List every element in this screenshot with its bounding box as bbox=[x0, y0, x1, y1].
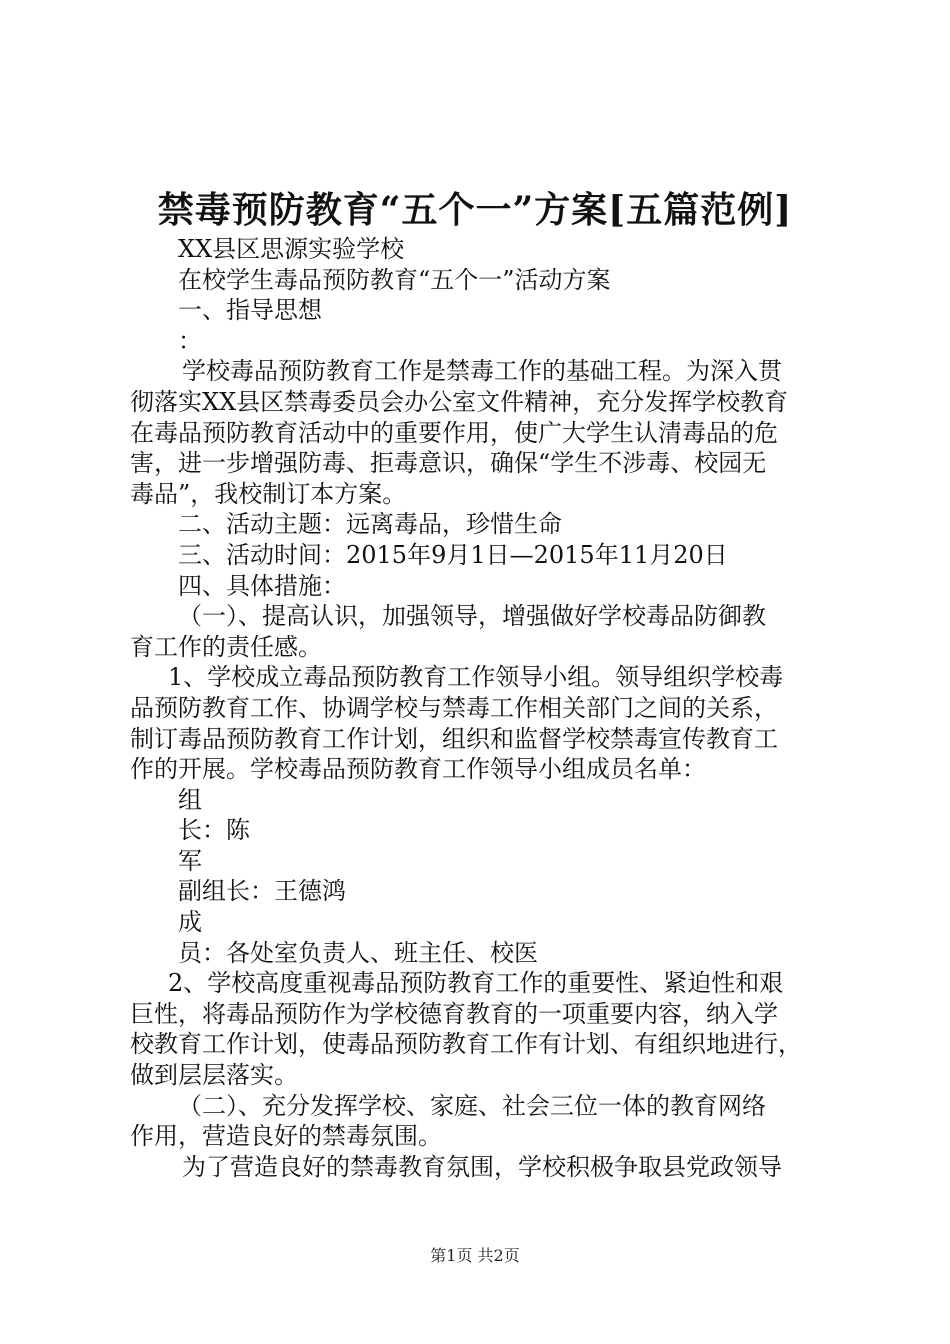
paragraph-line: 在校学生毒品预防教育“五个一”活动方案 bbox=[178, 265, 611, 294]
paragraph-line: 作用，营造良好的禁毒氛围。 bbox=[130, 1122, 442, 1151]
paragraph-line: 二、活动主题：远离毒品，珍惜生命 bbox=[178, 510, 562, 539]
paragraph-line: 长：陈 bbox=[178, 816, 250, 845]
paragraph-line: （二）、充分发挥学校、家庭、社会三位一体的教育网络 bbox=[178, 1091, 766, 1120]
document-title: 禁毒预防教育“五个一”方案[五篇范例] bbox=[157, 189, 793, 231]
paragraph-line: 2、学校高度重视毒品预防教育工作的重要性、紧迫性和艰 bbox=[168, 969, 784, 998]
paragraph-line: 做到层层落实。 bbox=[130, 1061, 298, 1090]
paragraph-line: 成 bbox=[178, 908, 202, 937]
paragraph-line: 军 bbox=[178, 846, 202, 875]
paragraph-line: ： bbox=[178, 326, 202, 355]
paragraph-line: 彻落实XX县区禁毒委员会办公室文件精神，充分发挥学校教育 bbox=[130, 387, 789, 416]
paragraph-line: 巨性，将毒品预防作为学校德育教育的一项重要内容，纳入学 bbox=[130, 999, 778, 1028]
paragraph-line: 育工作的责任感。 bbox=[130, 632, 322, 661]
paragraph-line: 一、指导思想 bbox=[178, 296, 322, 325]
paragraph-line: XX县区思源实验学校 bbox=[178, 235, 405, 263]
paragraph-line: 1、学校成立毒品预防教育工作领导小组。领导组织学校毒 bbox=[168, 663, 784, 692]
paragraph-line: 三、活动时间：2015年9月1日—2015年11月20日 bbox=[178, 540, 728, 569]
paragraph-line: 作的开展。学校毒品预防教育工作领导小组成员名单： bbox=[130, 755, 706, 784]
paragraph-line: 害，进一步增强防毒、拒毒意识，确保“学生不涉毒、校园无 bbox=[130, 449, 767, 478]
paragraph-line: 制订毒品预防教育工作计划，组织和监督学校禁毒宣传教育工 bbox=[130, 724, 778, 753]
paragraph-line: 为了营造良好的禁毒教育氛围，学校积极争取县党政领导 bbox=[182, 1152, 782, 1181]
paragraph-line: 组 bbox=[178, 785, 202, 814]
paragraph-line: 品预防教育工作、协调学校与禁毒工作相关部门之间的关系， bbox=[130, 693, 778, 722]
page-footer: 第1页 共2页 bbox=[430, 1246, 520, 1265]
document-body bbox=[130, 234, 842, 1182]
paragraph-line: 副组长：王德鸿 bbox=[178, 877, 346, 906]
paragraph-line: 四、具体措施： bbox=[178, 571, 346, 600]
paragraph-line: 学校毒品预防教育工作是禁毒工作的基础工程。为深入贯 bbox=[182, 357, 782, 386]
paragraph-line: 在毒品预防教育活动中的重要作用，使广大学生认清毒品的危 bbox=[130, 418, 778, 447]
paragraph-line: 毒品”，我校制订本方案。 bbox=[130, 479, 407, 508]
paragraph-line: 员：各处室负责人、班主任、校医 bbox=[178, 938, 538, 967]
paragraph-line: （一）、提高认识，加强领导，增强做好学校毒品防御教 bbox=[178, 602, 766, 631]
paragraph-line: 校教育工作计划，使毒品预防教育工作有计划、有组织地进行， bbox=[130, 1030, 802, 1059]
